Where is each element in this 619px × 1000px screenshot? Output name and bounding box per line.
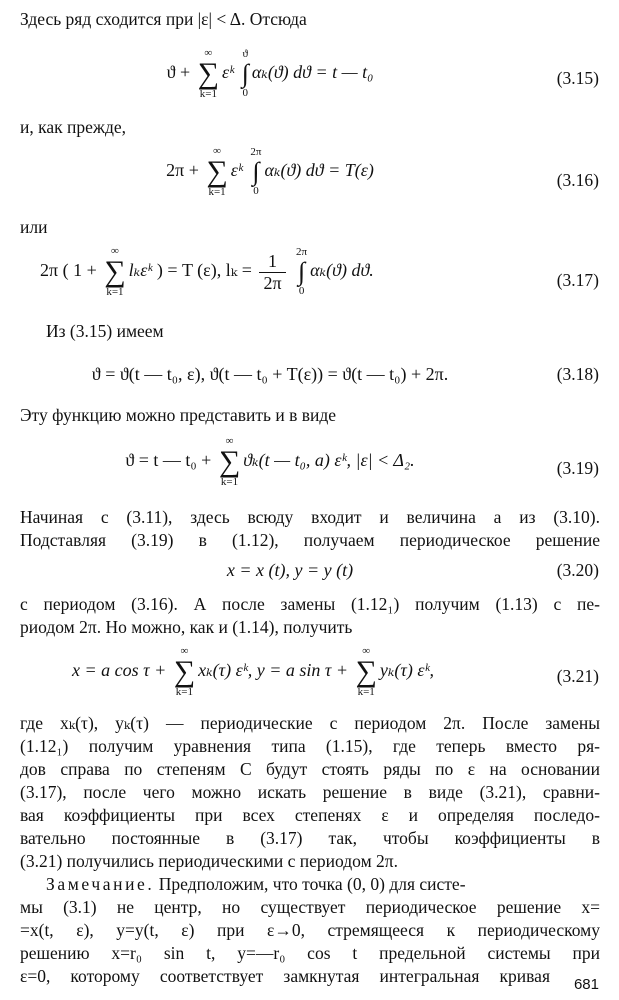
text-line: вая коэффициенты при всех степенях ε и определяя последо- [20,805,600,825]
text-line: Эту функцию можно представить и в виде [20,405,337,425]
summation-symbol: ∞ ∑ k=1 [173,645,196,698]
text-line: ε=0, которому соответствует замкнутая интегральная кривая [20,966,550,986]
text-line: с периодом (3.16). А после замены (1.12₁) получим (1.13) с пе- [20,594,600,614]
summation-symbol: ∞ ∑ k=1 [218,435,241,488]
equation-3-19: ϑ = t — t₀ + ∞ ∑ k=1 ϑₖ(t — t₀, a) εᵏ, |ε| < Δ₂. [125,435,415,488]
text-line: Начиная с (3.11), здесь всюду входит и величина a из (3.10). [20,507,600,527]
equation-number: (3.16) [556,170,599,190]
equation-number: (3.18) [556,364,599,384]
fraction: $\frac{1}{2\pi}$ [259,251,285,294]
text-line: (3.17), после чего можно искать решение в виде (3.21), сравни- [20,782,600,802]
summation-symbol: ∞ ∑ k=1 [206,145,228,198]
remark-title: Замечание. [46,874,155,894]
summation-symbol: ∞ ∑ k=1 [355,645,377,698]
text-line: и, как прежде, [20,117,127,137]
equation-number: (3.15) [556,68,599,88]
equation-3-20: x = x (t), y = y (t) [226,560,354,580]
page-number: 681 [573,976,599,993]
equation-number: (3.17) [556,270,599,290]
equation-3-18: ϑ = ϑ(t — t₀, ε), ϑ(t — t₀ + T(ε)) = ϑ(t — t₀) + 2π. [91,364,449,384]
text-line: дов справа по степеням C будут стоять ряды по ε на основании [20,759,600,779]
remark-line: Замечание. Предположим, что точка (0, 0) для систе- [46,874,466,894]
integral-symbol: 2π ∫ 0 [250,146,262,197]
summation-symbol: ∞ ∑ k=1 [104,245,126,298]
text-line: =x(t, ε), y=y(t, ε) при ε→0, стремящееся к периодическому [20,920,600,940]
text-line: где xₖ(τ), yₖ(τ) — периодические с периодом 2π. После замены [20,713,600,733]
text-line: или [20,217,48,237]
equation-3-21: x = a cos τ + ∞ ∑ k=1 xₖ(τ) εᵏ, y = a sin τ + ∞ ∑ k=1 yₖ(τ) εᵏ, [72,645,435,698]
summation-symbol: ∞ ∑ k=1 [197,47,220,100]
text-line: Подставляя (3.19) в (1.12), получаем периодическое решение [20,530,600,550]
integral-symbol: ϑ ∫ 0 [241,48,249,99]
equation-3-17: 2π ( 1 + ∞ ∑ k=1 lₖεᵏ ) = T (ε), lₖ = $\frac{1}{2\pi}$ 2π ∫ 0 αₖ(ϑ) dϑ. [40,245,374,298]
equation-3-16: 2π + ∞ ∑ k=1 εᵏ 2π ∫ 0 αₖ(ϑ) dϑ = T(ε) [166,145,374,198]
text-line: (1.12₁) получим уравнения типа (1.15), где теперь вместо ря- [20,736,600,756]
text-line: мы (3.1) не центр, но существует периодическое решение x= [20,897,600,917]
equation-number: (3.20) [556,560,599,580]
text-line: Здесь ряд сходится при |ε| < Δ. Отсюда [20,9,307,29]
text-line: (3.21) получились периодическими с периодом 2π. [20,851,398,871]
equation-number: (3.19) [556,458,599,478]
equation-3-15: ϑ + ∞ ∑ k=1 εᵏ ϑ ∫ 0 αₖ(ϑ) dϑ = t — t₀ [166,47,374,100]
text-line: решению x=r₀ sin t, y=—r₀ cos t предельной системы при [20,943,600,963]
text-line: риодом 2π. Но можно, как и (1.14), получить [20,617,353,637]
integral-symbol: 2π ∫ 0 [296,246,308,297]
text-line: Из (3.15) имеем [46,321,164,341]
text-line: вательно постоянные в (3.17) так, чтобы коэффициенты в [20,828,600,848]
equation-number: (3.21) [556,666,599,686]
